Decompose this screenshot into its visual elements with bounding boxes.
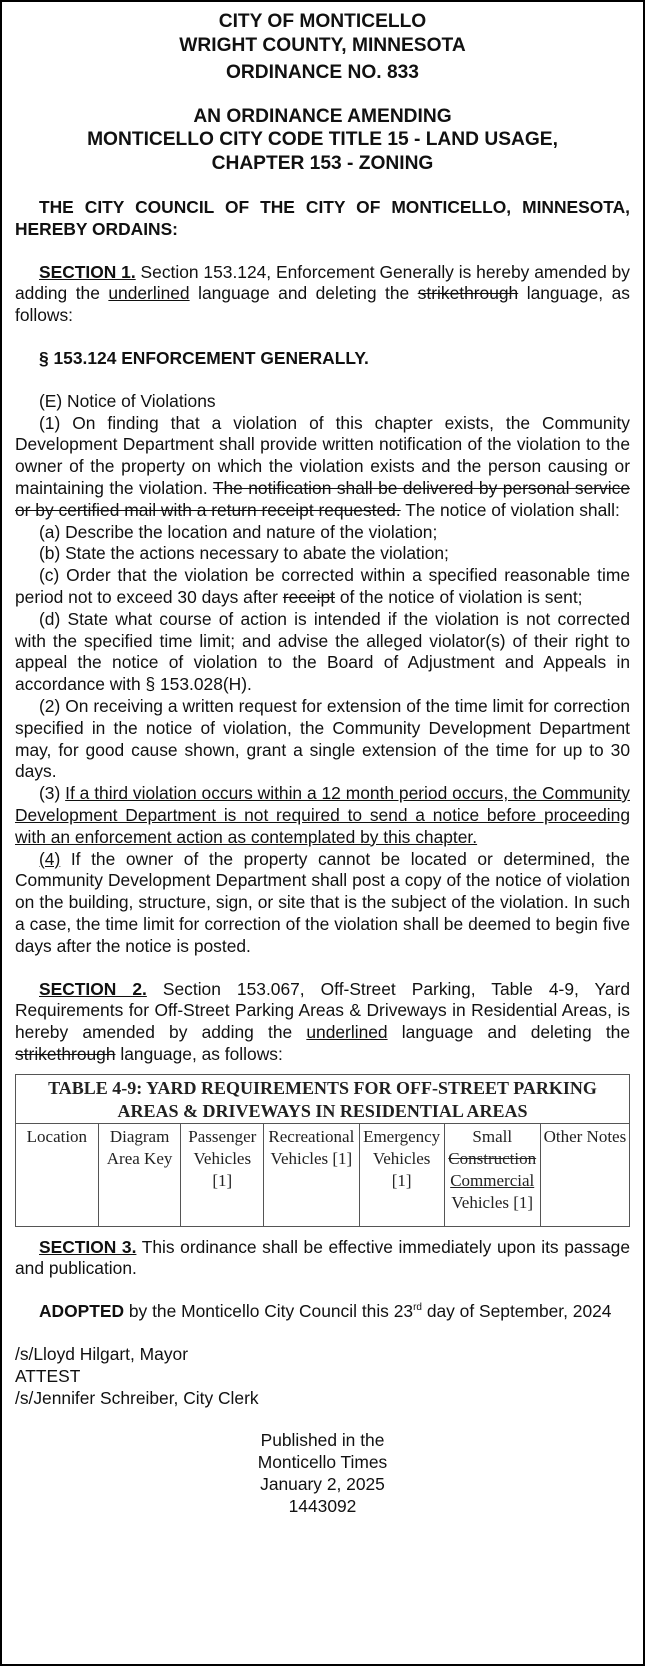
section2-label: SECTION 2. — [39, 978, 147, 999]
item-a: (a) Describe the location and nature of the violation; — [39, 521, 438, 542]
county-name: WRIGHT COUNTY, MINNESOTA — [179, 34, 466, 56]
paragraph-3: (3) If a third violation occurs within a 12 month period occurs, the Community Development Department is not required to send a notice before proceeding with an enforcement action as contemplated by this chapter. — [15, 783, 630, 847]
section-heading: § 153.124 ENFORCEMENT GENERALLY. — [39, 347, 369, 368]
table-4-9 — [15, 1074, 630, 1227]
published-in: Published in the — [260, 1430, 385, 1451]
table-header-row — [16, 1123, 630, 1226]
e-heading: (E) Notice of Violations — [39, 390, 216, 411]
col-other: Other Notes — [540, 1123, 629, 1226]
ordinance-title-1: AN ORDINANCE AMENDING — [193, 105, 452, 127]
col-passenger: Passenger Vehicles [1] — [181, 1123, 264, 1226]
city-name: CITY OF MONTICELLO — [218, 11, 427, 32]
section3: SECTION 3. This ordinance shall be effective immediately upon its passage and publication. — [15, 1236, 630, 1279]
item-d: (d) State what course of action is intended if the violation is not corrected with the specified time limit; and advise the alleged violator(s) of their right to appeal the notice of violation to the Board of Adjustment and Appeals in accordance with § 153.028(H). — [15, 608, 630, 695]
table-caption: TABLE 4-9: YARD REQUIREMENTS FOR OFF-STREET PARKING AREAS & DRIVEWAYS IN RESIDENTIAL AREAS — [16, 1074, 630, 1123]
section3-label: SECTION 3. — [39, 1236, 137, 1257]
ordinance-title-3: CHAPTER 153 - ZONING — [211, 152, 434, 174]
col-diagram: Diagram Area Key — [98, 1123, 181, 1226]
col-location: Location — [16, 1123, 99, 1226]
adopted-line: ADOPTED by the Monticello City Council this 23rd day of September, 2024 — [39, 1301, 612, 1322]
preamble: THE CITY COUNCIL OF THE CITY OF MONTICELLO, MINNESOTA, HEREBY ORDAINS: — [15, 197, 630, 239]
section2-intro: SECTION 2. Section 153.067, Off-Street Parking, Table 4-9, Yard Requirements for Off-Street Parking Areas & Driveways in Residential Areas, is hereby amended by adding the underlined language and deleting the strikethrough language, as follows: — [15, 978, 631, 1064]
paragraph-2: (2) On receiving a written request for extension of the time limit for correction specified in the notice of violation, the Community Development Department may, for good cause shown, grant a single extension of the time for up to 30 days. — [15, 695, 630, 782]
section1-intro: SECTION 1. Section 153.124, Enforcement Generally is hereby amended by adding the underlined language and deleting the strikethrough language, as follows: — [15, 261, 630, 326]
col-small: Small Construction Commercial Vehicles [1] — [444, 1123, 540, 1226]
notice-id: 1443092 — [288, 1495, 357, 1516]
paragraph-1: (1) On finding that a violation of this chapter exists, the Community Development Department shall provide written notification of the violation to the owner of the property on which the violation exists and the person causing or maintaining the violation. The notification shall be delivered by personal service or by certified mail with a return receipt requested. The notice of violation shall: — [15, 412, 630, 520]
col-emergency: Emergency Vehicles [1] — [359, 1123, 444, 1226]
mayor-signature: /s/Lloyd Hilgart, Mayor — [15, 1344, 188, 1365]
col-recreational: Recreational Vehicles [1] — [264, 1123, 359, 1226]
attest-label: ATTEST — [15, 1365, 81, 1386]
section1-label: SECTION 1. — [39, 261, 136, 282]
ordinance-title-2: MONTICELLO CITY CODE TITLE 15 - LAND USAGE, — [87, 129, 558, 150]
item-c: (c) Order that the violation be corrected within a specified reasonable time period not to exceed 30 days after receipt of the notice of violation is sent; — [15, 565, 630, 607]
paragraph-4: (4) If the owner of the property cannot be located or determined, the Community Development Department shall post a copy of the notice of violation on the building, structure, sign, or site that is the subject of the violation. In such a case, the time limit for correction of the violation shall be deemed to begin five days after the notice is posted. — [15, 848, 630, 956]
publication-name: Monticello Times — [257, 1452, 388, 1473]
publication-date: January 2, 2025 — [260, 1474, 385, 1495]
ordinance-number: ORDINANCE NO. 833 — [226, 62, 419, 83]
clerk-signature: /s/Jennifer Schreiber, City Clerk — [15, 1387, 259, 1408]
item-b: (b) State the actions necessary to abate the violation; — [39, 543, 449, 564]
